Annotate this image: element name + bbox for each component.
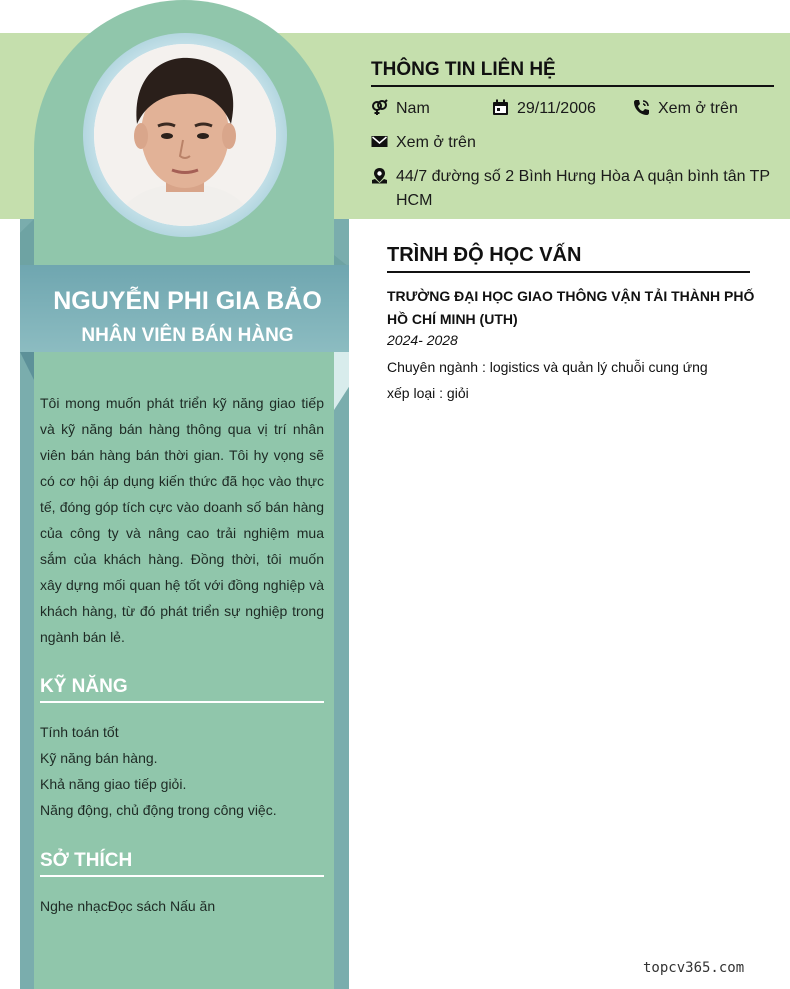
candidate-name: NGUYỄN PHI GIA BẢO xyxy=(53,287,322,315)
skills-list xyxy=(40,719,324,823)
email-value: Xem ở trên xyxy=(396,134,476,151)
skill-item: Tính toán tốt xyxy=(40,724,119,740)
phone-value: Xem ở trên xyxy=(658,100,738,117)
candidate-role: NHÂN VIÊN BÁN HÀNG xyxy=(81,325,294,346)
hobbies-text: Nghe nhạcĐọc sách Nấu ăn xyxy=(40,898,216,914)
skill-item: Năng động, chủ động trong công việc. xyxy=(40,802,277,818)
skills-heading: KỸ NĂNG xyxy=(40,676,324,703)
contact-heading: THÔNG TIN LIÊN HỆ xyxy=(371,59,774,87)
envelope-icon xyxy=(371,133,388,150)
avatar xyxy=(94,44,276,226)
watermark: topcv365.com xyxy=(643,960,745,976)
contact-email xyxy=(371,131,476,155)
phone-icon xyxy=(633,99,650,116)
grade: xếp loại : giỏi xyxy=(387,385,469,401)
school-name: TRƯỜNG ĐẠI HỌC GIAO THÔNG VẬN TẢI THÀNH PHỐ HỒ CHÍ MINH (UTH) xyxy=(387,288,755,327)
study-years: 2024- 2028 xyxy=(387,332,458,348)
birthday-value: 29/11/2006 xyxy=(517,100,596,117)
gender-icon xyxy=(371,99,388,116)
calendar-icon xyxy=(492,99,509,116)
map-pin-icon xyxy=(371,167,388,184)
major: Chuyên ngành : logistics và quản lý chuỗi cung ứng xyxy=(387,359,708,375)
contact-gender xyxy=(371,97,430,121)
gender-value: Nam xyxy=(396,100,430,117)
contact-birthday xyxy=(492,97,596,121)
contact-address xyxy=(371,165,771,213)
skill-item: Kỹ năng bán hàng. xyxy=(40,750,158,766)
hobbies-heading: SỞ THÍCH xyxy=(40,850,324,877)
address-value: 44/7 đường số 2 Bình Hưng Hòa A quận bình tân TP HCM xyxy=(396,168,770,209)
education-heading: TRÌNH ĐỘ HỌC VẤN xyxy=(387,244,750,273)
contact-phone xyxy=(633,97,738,121)
skill-item: Khả năng giao tiếp giỏi. xyxy=(40,776,187,792)
avatar-photo xyxy=(94,44,276,226)
career-objective: Tôi mong muốn phát triển kỹ năng giao tiếp và kỹ năng bán hàng thông qua vị trí nhân viên bán hàng bán thời gian. Tôi hy vọng sẽ có cơ hội áp dụng kiến thức đã học vào thực tế, đóng góp tích cực vào doanh số bán hàng của công ty và nâng cao trải nghiệm mua sắm của khách hàng. Đồng thời, tôi muốn xây dựng mối quan hệ tốt với đồng nghiệp và khách hàng, từ đó phát triển sự nghiệp trong ngành bán lẻ. xyxy=(40,395,324,645)
